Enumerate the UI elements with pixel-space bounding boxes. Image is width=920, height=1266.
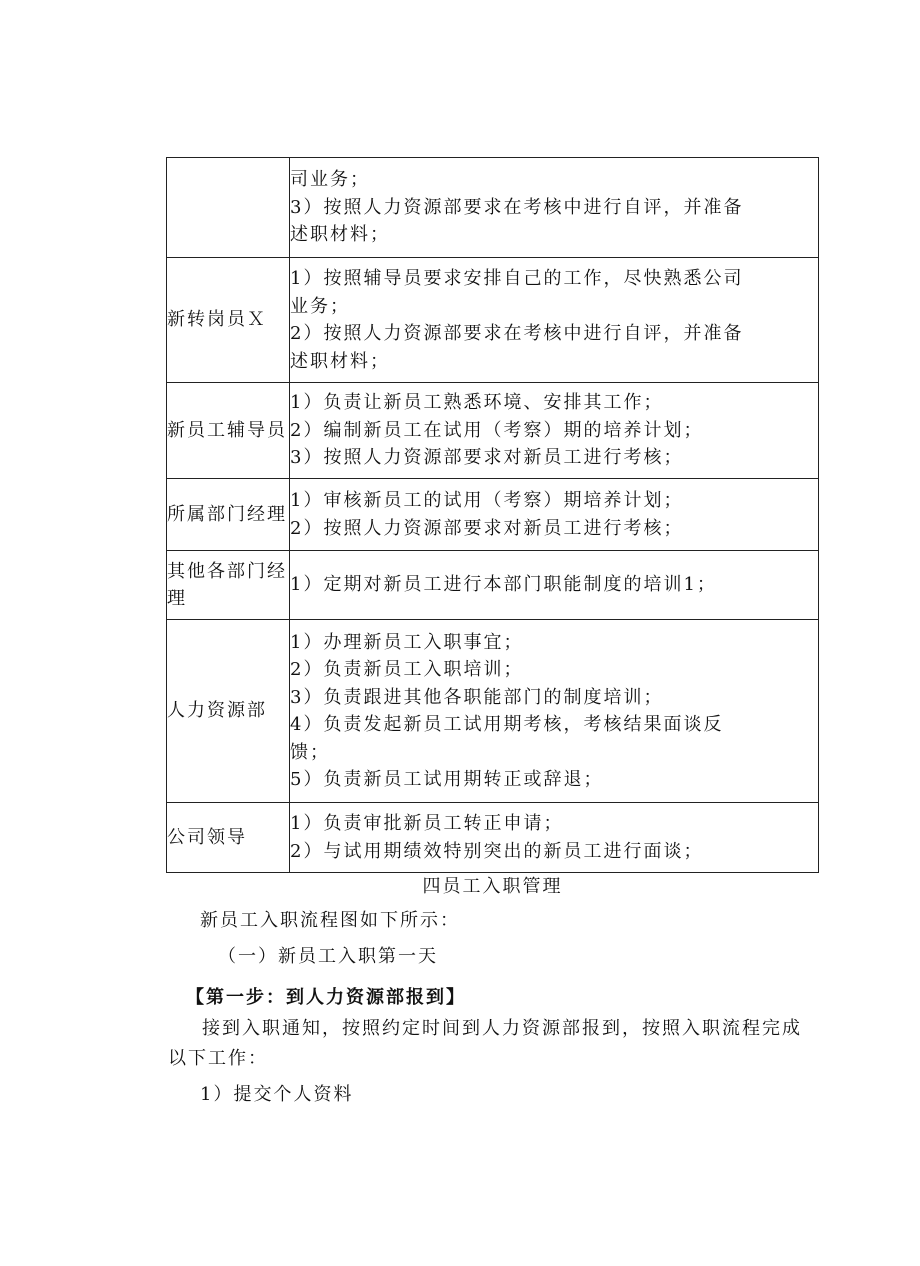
duty-line: 5）负责新员工试用期转正或辞退； xyxy=(290,769,604,790)
intro-paragraph: 新员工入职流程图如下所示： xyxy=(200,910,460,931)
duty-cell xyxy=(290,620,819,803)
duty-line: 4）负责发起新员工试用期考核，考核结果面谈反 xyxy=(290,714,724,735)
table-row xyxy=(167,479,819,551)
duty-line: 1）负责让新员工熟悉环境、安排其工作； xyxy=(290,392,664,414)
duty-line: 2）编制新员工在试用（考察）期的培养计划； xyxy=(290,419,704,441)
table-row xyxy=(167,551,819,620)
section-caption: 四员工入职管理 xyxy=(422,876,563,897)
responsibility-table xyxy=(166,157,819,873)
duty-line: 3）按照人力资源部要求对新员工进行考核； xyxy=(290,447,684,469)
role-cell: 所属部门经理 xyxy=(167,479,290,551)
duty-cell xyxy=(290,551,819,620)
duty-line: 述职材料； xyxy=(290,350,390,372)
role-cell: 人力资源部 xyxy=(167,620,290,803)
table-row xyxy=(167,158,819,258)
table-row xyxy=(167,803,819,873)
duty-line: 2）与试用期绩效特别突出的新员工进行面谈； xyxy=(290,840,704,862)
list-item: 1）提交个人资料 xyxy=(200,1084,354,1105)
duty-line: 1）按照辅导员要求安排自己的工作，尽快熟悉公司 xyxy=(290,268,744,289)
duty-line: 述职材料； xyxy=(290,224,390,246)
table-row xyxy=(167,383,819,479)
role-cell: 公司领导 xyxy=(167,803,290,873)
duty-line: 业务； xyxy=(290,295,350,317)
table-row xyxy=(167,258,819,383)
duty-cell xyxy=(290,479,819,551)
section-heading: （一）新员工入职第一天 xyxy=(218,946,438,967)
role-cell: 新转岗员Ｘ xyxy=(167,258,290,383)
duty-line: 2）负责新员工入职培训； xyxy=(290,659,524,680)
duty-cell xyxy=(290,158,819,258)
duty-line: 1）办理新员工入职事宜； xyxy=(290,631,524,653)
role-cell: 新员工辅导员 xyxy=(167,383,290,479)
role-cell: 其他各部门经理 xyxy=(167,551,290,620)
duty-line: 2）按照人力资源部要求在考核中进行自评，并准备 xyxy=(290,323,744,344)
duty-line: 司业务； xyxy=(290,169,370,191)
duty-line: 3）负责跟进其他各职能部门的制度培训； xyxy=(290,686,664,708)
duty-cell xyxy=(290,258,819,383)
table-row xyxy=(167,620,819,803)
duty-line: 2）按照人力资源部要求对新员工进行考核； xyxy=(290,517,684,539)
duty-line: 1）负责审批新员工转正申请； xyxy=(290,813,564,834)
duty-cell xyxy=(290,803,819,873)
duty-line: 1）审核新员工的试用（考察）期培养计划； xyxy=(290,490,684,511)
duty-line: 馈； xyxy=(290,741,330,763)
step-heading: 【第一步：到人力资源部报到】 xyxy=(186,987,466,1008)
duty-cell xyxy=(290,383,819,479)
duty-line: 3）按照人力资源部要求在考核中进行自评，并准备 xyxy=(290,196,744,218)
body-paragraph: 接到入职通知，按照约定时间到人力资源部报到，按照入职流程完成以下工作： xyxy=(168,1018,802,1069)
duty-line: 1）定期对新员工进行本部门职能制度的培训1； xyxy=(290,574,717,596)
role-cell xyxy=(167,158,290,258)
